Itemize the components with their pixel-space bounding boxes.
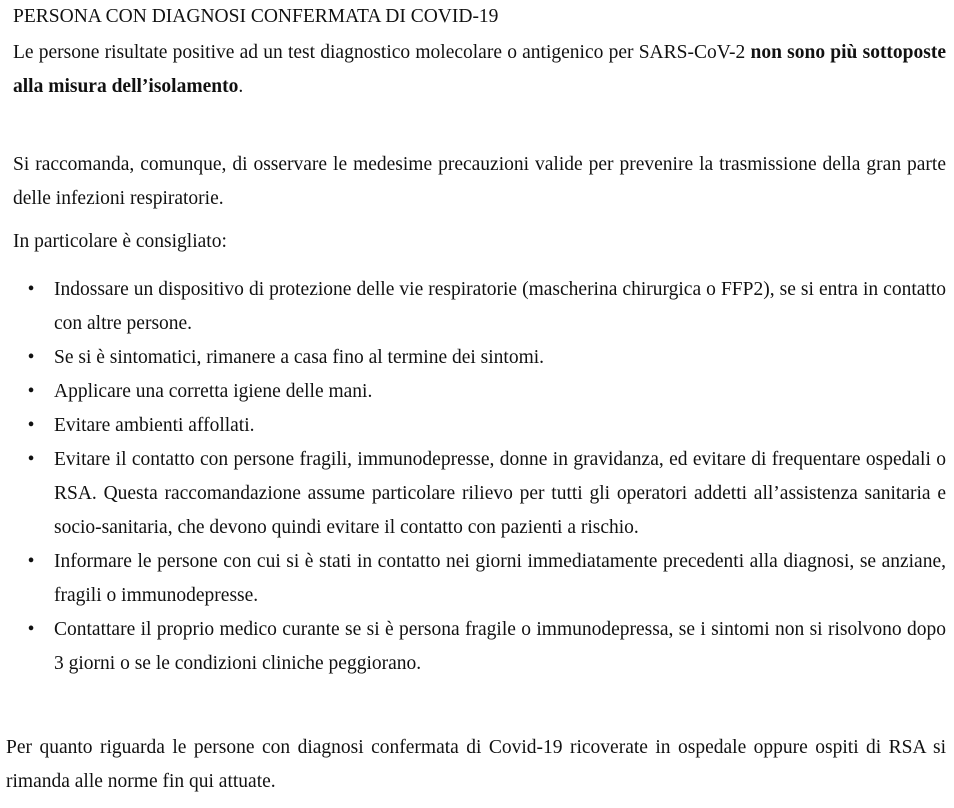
advised-intro: In particolare è consigliato: [13,231,227,252]
list-item [0,443,946,545]
list-item-text: Applicare una corretta igiene delle mani. [54,381,373,402]
list-item-text: Evitare il contatto con persone fragili, immunodepresse, donne in gravidanza, ed evitare di frequentare ospedali o RSA. Questa raccomandazione assume particolare rilievo per tutti gli operatori addetti all’assistenza sanitaria e socio-sanitaria, che devono quindi evitare il contatto con pazienti a rischio. [54,449,946,538]
bullet-icon: • [27,415,35,436]
list-item [0,273,946,341]
bullet-icon: • [27,347,35,368]
list-item [0,545,946,613]
list-item-text: Evitare ambienti affollati. [54,415,255,436]
list-item-text: Indossare un dispositivo di protezione delle vie respiratorie (mascherina chirurgica o FFP2), se si entra in contatto con altre persone. [54,279,946,334]
intro-bold-text: non sono più sottoposte alla misura dell’isolamento [13,42,947,97]
list-item [0,375,946,409]
recommendation-paragraph: Si raccomanda, comunque, di osservare le medesime precauzioni valide per prevenire la trasmissione della gran parte delle infezioni respiratorie. [13,154,946,209]
list-item-text: Se si è sintomatici, rimanere a casa fino al termine dei sintomi. [54,347,545,368]
list-item [0,409,946,443]
closing-paragraph: Per quanto riguarda le persone con diagnosi confermata di Covid-19 ricoverate in ospedale oppure ospiti di RSA si rimanda alle norme fin qui attuate. [6,737,946,792]
intro-paragraph [13,36,946,104]
list-item-text: Informare le persone con cui si è stati in contatto nei giorni immediatamente precedenti alla diagnosi, se anziane, fragili o immunodepresse. [54,551,946,606]
intro-end: . [238,76,244,97]
advice-list [0,273,954,681]
intro-text: Le persone risultate positive ad un test diagnostico molecolare o antigenico per SARS-CoV-2 [13,42,751,63]
list-item-text: Contattare il proprio medico curante se si è persona fragile o immunodepressa, se i sintomi non si risolvono dopo 3 giorni o se le condizioni cliniche peggiorano. [54,619,946,674]
bullet-icon: • [27,449,35,470]
bullet-icon: • [27,619,35,640]
bullet-icon: • [27,381,35,402]
list-item [0,341,946,375]
list-item [0,613,946,681]
bullet-icon: • [27,279,35,300]
document-heading: PERSONA CON DIAGNOSI CONFERMATA DI COVID-19 [13,6,499,27]
bullet-icon: • [27,551,35,572]
